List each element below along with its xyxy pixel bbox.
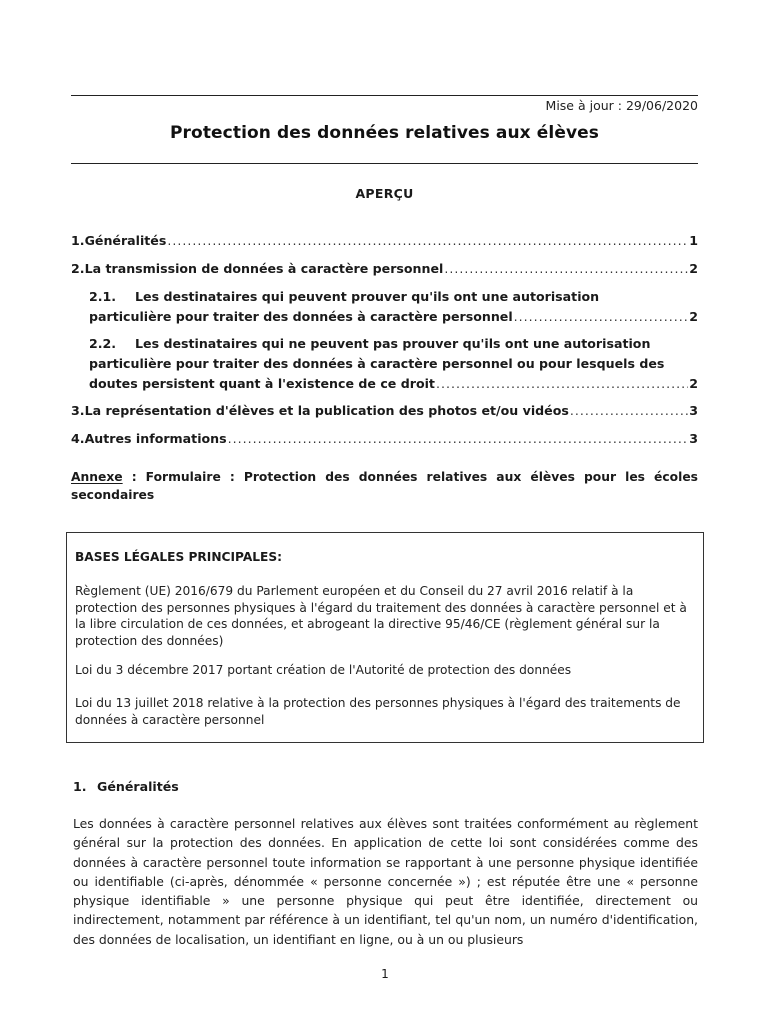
document-title: Protection des données relatives aux élèves xyxy=(170,123,599,143)
toc-item-line xyxy=(89,376,698,391)
toc-item-line xyxy=(89,336,650,351)
toc-page-number: 2 xyxy=(689,376,698,391)
toc-item-label: Généralités xyxy=(84,233,167,248)
page-number: 1 xyxy=(381,967,389,981)
toc-item-number: 4. xyxy=(71,431,85,446)
toc-item-line xyxy=(89,356,664,371)
legal-basis-2018-law: Loi du 13 juillet 2018 relative à la protection des personnes physiques à l'égard des traitements de données à caractère personnel xyxy=(75,696,681,727)
toc-item-label: Les destinataires qui ne peuvent pas prouver qu'ils ont une autorisation xyxy=(135,336,651,351)
toc-page-number: 2 xyxy=(689,309,698,324)
toc-item-transmission[interactable] xyxy=(71,261,698,276)
toc-item-number: 2.1. xyxy=(89,289,117,304)
toc-page-number: 3 xyxy=(689,403,698,418)
annex-link[interactable]: Annexe xyxy=(71,470,123,484)
toc-item-number: 1. xyxy=(71,233,85,248)
toc-item-label: La transmission de données à caractère personnel xyxy=(84,261,444,276)
legal-bases-box xyxy=(66,532,704,743)
section-number: 1. xyxy=(73,779,87,794)
toc-page-number: 2 xyxy=(689,261,698,276)
section-title: Généralités xyxy=(97,779,179,794)
toc-item-label: particulière pour traiter des données à caractère personnel xyxy=(89,309,513,324)
toc-leader xyxy=(228,431,689,446)
toc-item-label: La représentation d'élèves et la publication des photos et/ou vidéos xyxy=(84,403,569,418)
toc-item-number: 2.2. xyxy=(89,336,117,351)
update-date: Mise à jour : 29/06/2020 xyxy=(545,98,698,113)
legal-basis-apd-law: Loi du 3 décembre 2017 portant création de l'Autorité de protection des données xyxy=(75,663,572,677)
section-paragraph: Les données à caractère personnel relatives aux élèves sont traitées conformément au règlement général sur la protection des données. En application de cette loi sont considérées comme des données à caractère personnel toute information se rapportant à une personne physique identifiée ou identifiable (ci-après, dénommée « personne concernée ») ; est réputée être une « personne physique identifiable » une personne physique qui peut être identifiée, directement ou indirectement, notamment par référence à un identifiant, tel qu'un nom, un numéro d'identification, des données de localisation, un identifiant en ligne, ou à un ou plusieurs xyxy=(73,816,698,947)
toc-leader xyxy=(514,309,689,324)
toc-item-representation[interactable] xyxy=(71,403,698,418)
annex-note xyxy=(71,468,698,504)
toc-item-number: 3. xyxy=(71,403,85,418)
toc-item-label: particulière pour traiter des données à caractère personnel ou pour lesquels des xyxy=(89,356,665,371)
toc-item-label: doutes persistent quant à l'existence de ce droit xyxy=(89,376,435,391)
toc-page-number: 1 xyxy=(689,233,698,248)
annex-text: : Formulaire : Protection des données relatives aux élèves pour les écoles secondaires xyxy=(71,470,698,502)
toc-item-autres[interactable] xyxy=(71,431,698,446)
toc-leader xyxy=(436,376,688,391)
toc-item-generalites[interactable] xyxy=(71,233,698,248)
toc-leader xyxy=(167,233,688,248)
header-bottom-rule xyxy=(71,163,698,164)
section-heading-generalites xyxy=(73,779,179,794)
toc-item-label: Autres informations xyxy=(84,431,227,446)
toc-item-line xyxy=(89,289,599,304)
toc-item-number: 2. xyxy=(71,261,85,276)
toc-item-line xyxy=(89,309,698,324)
toc-leader xyxy=(444,261,688,276)
toc-leader xyxy=(570,403,688,418)
header-top-rule xyxy=(71,95,698,96)
overview-heading: APERÇU xyxy=(355,186,414,201)
legal-bases-title: BASES LÉGALES PRINCIPALES: xyxy=(75,550,283,564)
toc-item-label: Les destinataires qui peuvent prouver qu'ils ont une autorisation xyxy=(135,289,600,304)
legal-basis-gdpr: Règlement (UE) 2016/679 du Parlement européen et du Conseil du 27 avril 2016 relatif à la protection des personnes physiques à l'égard du traitement des données à caractère personnel et à la libre circulation de ces données, et abrogeant la directive 95/46/CE (règlement général sur la protection des données) xyxy=(75,584,687,648)
toc-page-number: 3 xyxy=(689,431,698,446)
